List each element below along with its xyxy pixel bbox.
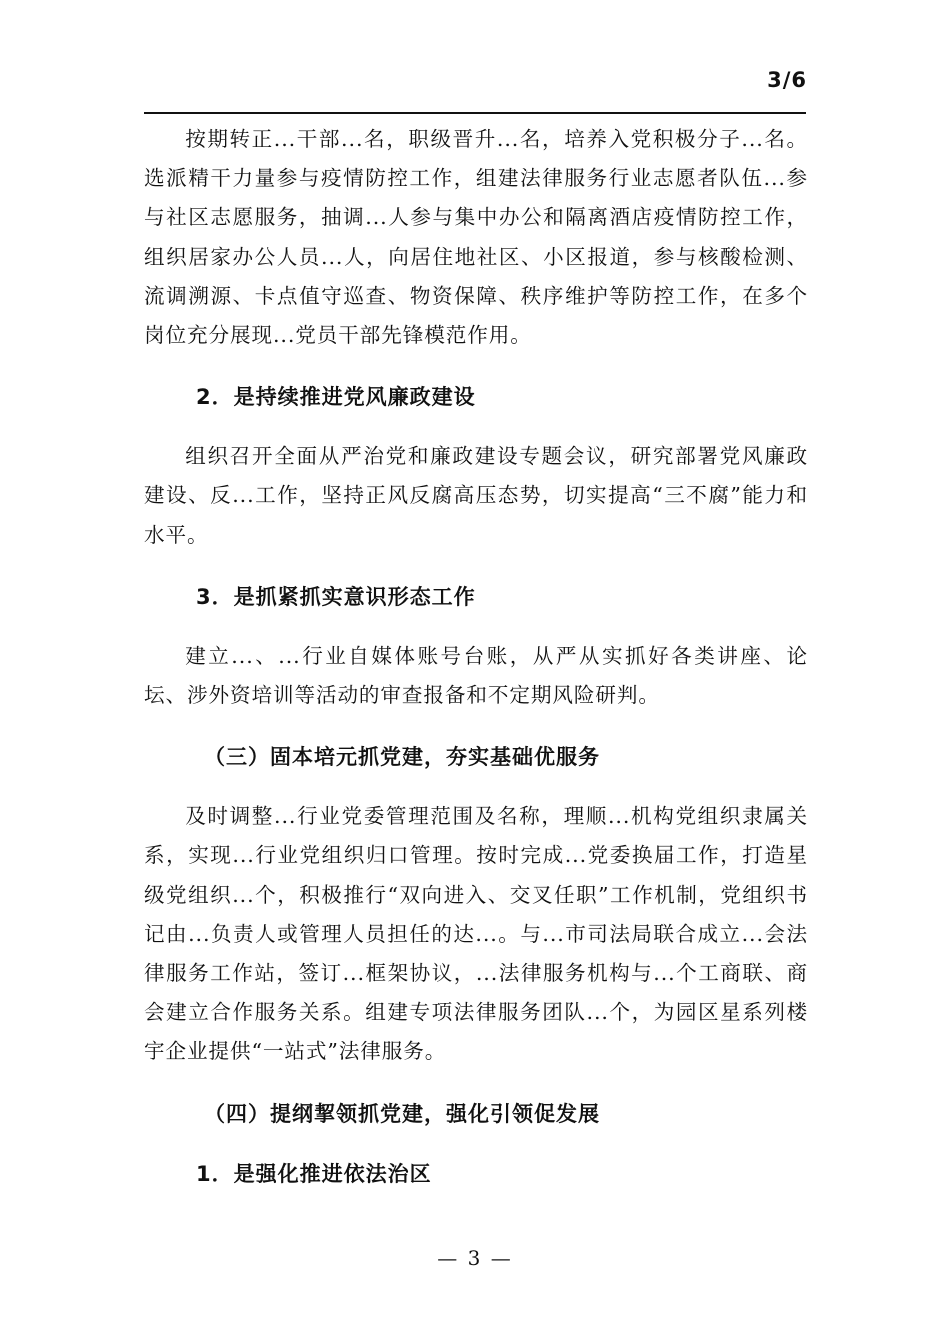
body-paragraph-2: 组织召开全面从严治党和廉政建设专题会议，研究部署党风廉政建设、反...工作，坚持正风反腐高压态势，切实提高“三不腐”能力和水平。 <box>144 444 808 547</box>
body-paragraph-4: 及时调整...行业党委管理范围及名称，理顺...机构党组织隶属关系，实现...行业党组织归口管理。按时完成...党委换届工作，打造星级党组织...个，积极推行“双向进入、交叉任职”工作机制，党组织书记由...负责人或管理人员担任的达...。与...市司法局联合成立...会法律服务工作站，签订...框架协议，...法律服务机构与...个工商联、商会建立合作服务关系。组建专项法律服务团队...个，为园区星系列楼宇企业提供“一站式”法律服务。 <box>144 804 808 1064</box>
document-body <box>144 120 808 1194</box>
body-paragraph-3: 建立...、...行业自媒体账号台账，从严从实抓好各类讲座、论坛、涉外资培训等活动的审查报备和不定期风险研判。 <box>144 643 808 708</box>
heading-ideology-work: 3．是抓紧抓实意识形态工作 <box>196 584 476 609</box>
page-number-footer: — 3 — <box>437 1246 513 1270</box>
heading-party-conduct: 2．是持续推进党风廉政建设 <box>196 385 476 410</box>
section-heading-4: （四）提纲挈领抓党建，强化引领促发展 <box>204 1101 600 1126</box>
page-counter: 3/6 <box>767 68 807 92</box>
heading-rule-of-law: 1．是强化推进依法治区 <box>196 1161 432 1186</box>
header-rule <box>144 112 806 114</box>
section-heading-3: （三）固本培元抓党建，夯实基础优服务 <box>204 745 600 770</box>
body-paragraph-1: 按期转正...干部...名，职级晋升...名，培养入党积极分子...名。选派精干力量参与疫情防控工作，组建法律服务行业志愿者队伍...参与社区志愿服务，抽调...人参与集中办公和隔离酒店疫情防控工作，组织居家办公人员...人，向居住地社区、小区报道，参与核酸检测、流调溯源、卡点值守巡查、物资保障、秩序维护等防控工作，在多个岗位充分展现...党员干部先锋模范作用。 <box>144 127 808 348</box>
